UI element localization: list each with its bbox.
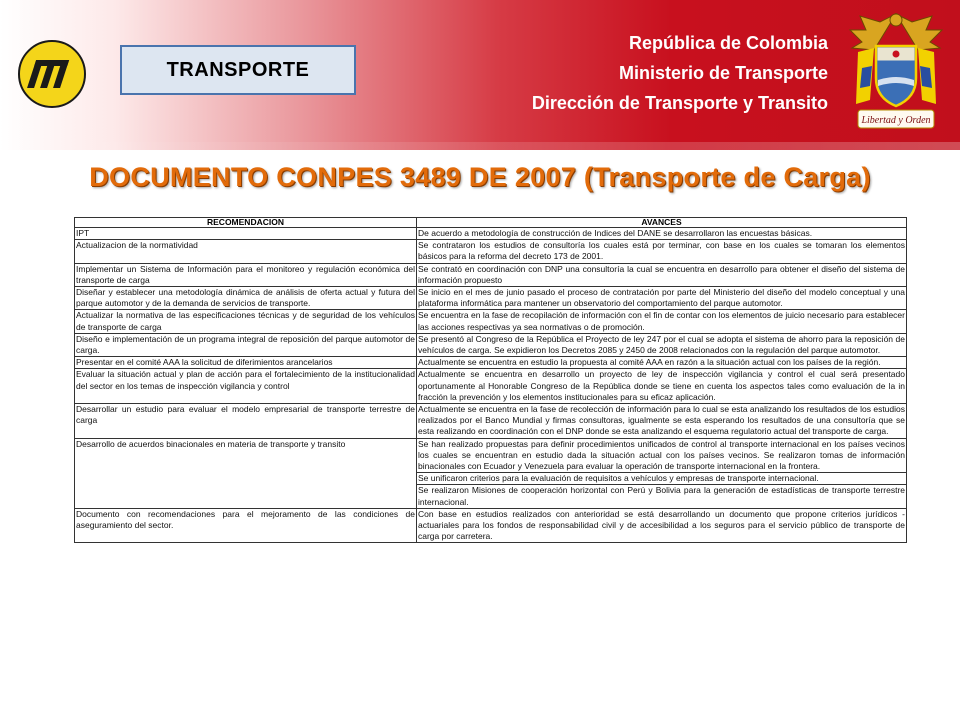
- recommendation-cell: Diseñar y establecer una metodología dinámica de análisis de oferta actual y futura del parque automotor y de la demanda de servicios de transporte.: [76, 287, 415, 309]
- table-row: [75, 240, 907, 263]
- table-header-row: [75, 218, 907, 228]
- progress-cell: Actualmente se encuentra en estudio la propuesta al comité AAA en razón a la situación actual con los países de la región.: [417, 357, 907, 369]
- header-recomendacion: RECOMENDACION: [75, 218, 417, 228]
- table-row: [75, 263, 907, 286]
- table-row: [75, 287, 907, 310]
- progress-cell: De acuerdo a metodología de construcción de Indices del DANE se desarrollaron las encuestas básicas.: [417, 228, 907, 240]
- progress-cell: Se presentó al Congreso de la República el Proyecto de ley 247 por el cual se adopta el sistema de ahorro para la reposición de vehículos de carga. Se expidieron los Decretos 2085 y 2450 de 2008 relacionados con la regulación del parque automotor.: [418, 333, 905, 356]
- progress-cell: Se contrató en coordinación con DNP una consultoría la cual se encuentra en desarrollo para obtener el diseño del sistema de información propuesto: [418, 263, 905, 285]
- ministry-block: [408, 28, 828, 118]
- colombia-coat-of-arms-icon: [840, 8, 952, 138]
- recommendation-cell: Evaluar la situación actual y plan de acción para el fortalecimiento de la institucionalidad del sector en los temas de inspección vigilancia y control: [75, 369, 417, 404]
- recommendation-cell: Desarrollo de acuerdos binacionales en materia de transporte y transito: [75, 438, 417, 508]
- recommendation-cell: Implementar un Sistema de Información para el monitoreo y regulación económica del transporte de carga: [76, 263, 415, 285]
- progress-cell: Se contrataron los estudios de consultoría los cuales está por terminar, con base en los cuales se tomaran los elementos básicos para la reforma del decreto 173 de 2001.: [418, 240, 905, 262]
- recommendation-cell: Diseño e implementación de un programa integral de reposición del parque automotor de carga.: [76, 333, 415, 356]
- table-row: [75, 508, 907, 543]
- page-title: DOCUMENTO CONPES 3489 DE 2007 (Transporte de Carga): [89, 162, 871, 192]
- ministry-logo-icon: [18, 40, 86, 108]
- svg-text:Libertad y Orden: Libertad y Orden: [861, 115, 931, 126]
- header-banner: [0, 0, 960, 150]
- table-row: [75, 438, 907, 473]
- progress-cell: Actualmente se encuentra en la fase de recolección de información para lo cual se esta analizando los resultados de los estudios realizados por el Banco Mundial y firmas consultoras, igualmente se esta esperando los resultados de una consultoría que se esta realizando en coordinación con el DNP donde se esta analizando el esquema regulatorio actual del transporte de carga.: [418, 404, 905, 437]
- table-row: [75, 369, 907, 404]
- section-label: TRANSPORTE: [120, 45, 356, 95]
- progress-cell: Se inicio en el mes de junio pasado el proceso de contratación por parte del Ministerio del diseño del modelo conceptual y una plataforma informática para mantener un observatorio del comportamiento del parque automotor.: [418, 287, 905, 309]
- directorate-name: Dirección de Transporte y Transito: [531, 93, 828, 113]
- progress-cell: Se encuentra en la fase de recopilación de información con el fin de contar con los elementos de juicio necesario para establecer las acciones respectivas ya sea normativas o de promoción.: [418, 310, 905, 332]
- country-name: República de Colombia: [628, 33, 828, 53]
- progress-cell: Se unificaron criterios para la evaluación de requisitos a vehículos y empresas de transporte internacional.: [417, 473, 907, 485]
- progress-cell: Se realizaron Misiones de cooperación horizontal con Perú y Bolivia para la generación de estadísticas de transporte terrestre internacional.: [418, 485, 905, 507]
- recommendation-cell: Actualizacion de la normatividad: [75, 240, 417, 263]
- recommendation-cell: Documento con recomendaciones para el mejoramento de las condiciones de aseguramiento del sector.: [75, 508, 417, 543]
- recommendation-cell: IPT: [75, 228, 417, 240]
- recommendation-cell: Presentar en el comité AAA la solicitud de diferimientos arancelarios: [75, 357, 417, 369]
- table-row: [75, 228, 907, 240]
- progress-cell: Actualmente se encuentra en desarrollo un proyecto de ley de inspección vigilancia y control el cual será presentado oportunamente al Honorable Congreso de la República donde se tiene en cuenta los aspectos tales como evaluación de la in fracción la prevención y los elementos institucionales para su eficaz aplicación.: [418, 369, 905, 402]
- header-avances: AVANCES: [417, 218, 907, 228]
- table-row: [75, 333, 907, 356]
- table-row: [75, 310, 907, 333]
- recommendation-cell: Desarrollar un estudio para evaluar el modelo empresarial de transporte terrestre de carga: [75, 404, 417, 439]
- recommendation-cell: Actualizar la normativa de las especificaciones técnicas y de seguridad de los vehículos de transporte de carga: [76, 310, 415, 332]
- table-row: [75, 357, 907, 369]
- table-row: [75, 404, 907, 439]
- recommendations-table: [74, 217, 907, 543]
- progress-cell: Se han realizado propuestas para definir procedimientos unificados de control al transporte internacional en los países vecinos los cuales se encuentran en estudio dada la situación actual con los países vecinos. Se realizaron tomas de información binacionales con Ecuador y Venezuela para evaluar la operación de transporte internacional en la frontera.: [418, 438, 905, 472]
- progress-cell: Con base en estudios realizados con anterioridad se está desarrollando un documento que propone criterios jurídicos - actuariales para los fondos de responsabilidad civil y de accesibilidad a los seguros para el servicio público de transporte de carga por carretera.: [418, 508, 905, 542]
- ministry-name: Ministerio de Transporte: [618, 63, 828, 83]
